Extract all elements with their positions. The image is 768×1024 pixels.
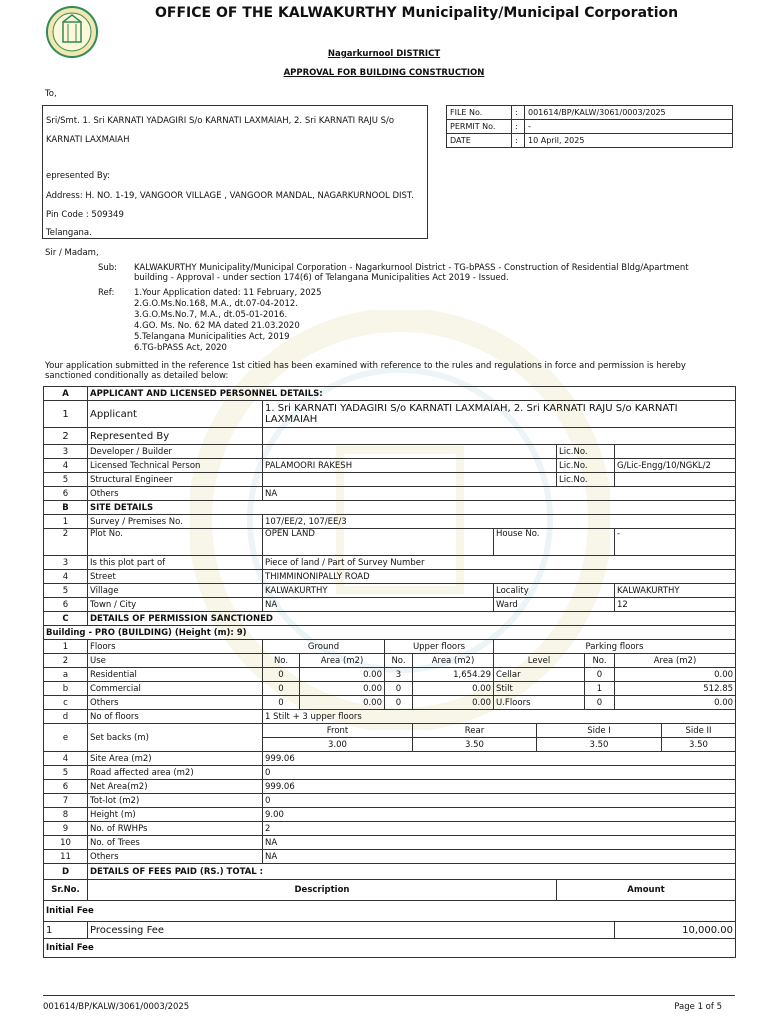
row-label: Village bbox=[88, 584, 263, 598]
locality-label: Locality bbox=[494, 584, 615, 598]
c-others-row bbox=[44, 850, 736, 864]
ref-item: 6.TG-bPASS Act, 2020 bbox=[134, 343, 227, 353]
applicant-value bbox=[263, 401, 736, 428]
row-value: NA bbox=[263, 487, 736, 501]
row-no: 11 bbox=[44, 850, 88, 864]
file-label: FILE No. bbox=[447, 106, 512, 120]
row-no: b bbox=[44, 682, 88, 696]
processing-fee-row bbox=[44, 922, 736, 939]
section-c-header bbox=[44, 612, 736, 626]
row-no: 4 bbox=[44, 570, 88, 584]
document-subtitle: APPROVAL FOR BUILDING CONSTRUCTION bbox=[283, 68, 485, 78]
street-row bbox=[44, 570, 736, 584]
height-row bbox=[44, 808, 736, 822]
col-area-head: Area (m2) bbox=[300, 654, 385, 668]
initial-fee-label: Initial Fee bbox=[44, 939, 736, 958]
row-value: KALWAKURTHY bbox=[263, 584, 494, 598]
village-row bbox=[44, 584, 736, 598]
use-header-row bbox=[44, 654, 736, 668]
ref-item: 3.G.O.Ms.No.7, M.A., dt.05-01-2016. bbox=[134, 310, 288, 320]
lic-label: Lic.No. bbox=[557, 445, 615, 459]
row-label: Set backs (m) bbox=[88, 724, 263, 752]
parking-area: 512.85 bbox=[615, 682, 736, 696]
row-no: a bbox=[44, 668, 88, 682]
row-value: OPEN LAND bbox=[263, 529, 494, 556]
ground-no: 0 bbox=[263, 696, 300, 710]
plot-row bbox=[44, 529, 736, 556]
setbacks-head-row bbox=[44, 724, 736, 738]
row-value: 999.06 bbox=[263, 752, 736, 766]
row-label: Height (m) bbox=[88, 808, 263, 822]
row-no: e bbox=[44, 724, 88, 752]
body-line-1: Your application submitted in the reference 1st citied has been examined with reference to the rules and regulations in force and permission is hereby bbox=[45, 361, 686, 371]
use-row-commercial bbox=[44, 682, 736, 696]
approval-details-table bbox=[43, 386, 736, 958]
section-letter: A bbox=[44, 387, 88, 401]
section-a-header bbox=[44, 387, 736, 401]
section-title: APPLICANT AND LICENSED PERSONNEL DETAILS: bbox=[88, 387, 736, 401]
file-label: PERMIT No. bbox=[447, 120, 512, 134]
section-b-header bbox=[44, 501, 736, 515]
ref-item: 2.G.O.Ms.No.168, M.A., dt.07-04-2012. bbox=[134, 299, 298, 309]
row-label: Use bbox=[88, 654, 263, 668]
use-row-others bbox=[44, 696, 736, 710]
setback-front: 3.00 bbox=[263, 738, 413, 752]
row-label: Commercial bbox=[88, 682, 263, 696]
survey-row bbox=[44, 515, 736, 529]
row-no: 6 bbox=[44, 598, 88, 612]
row-no: 1 bbox=[44, 640, 88, 654]
footer-page-number: Page 1 of 5 bbox=[674, 1002, 722, 1012]
row-label: Structural Engineer bbox=[88, 473, 263, 487]
row-no: 3 bbox=[44, 445, 88, 459]
section-letter: C bbox=[44, 612, 88, 626]
row-label: Developer / Builder bbox=[88, 445, 263, 459]
row-no: 8 bbox=[44, 808, 88, 822]
floors-header-row bbox=[44, 640, 736, 654]
ltp-row bbox=[44, 459, 736, 473]
others-row bbox=[44, 487, 736, 501]
initial-fee-label: Initial Fee bbox=[44, 901, 736, 922]
house-label: House No. bbox=[494, 529, 615, 556]
parking-no: 0 bbox=[585, 696, 615, 710]
ref-item: 1.Your Application dated: 11 February, 2025 bbox=[134, 288, 322, 298]
row-value: 2 bbox=[263, 822, 736, 836]
section-title: SITE DETAILS bbox=[88, 501, 736, 515]
section-letter: D bbox=[44, 864, 88, 880]
upper-no: 0 bbox=[385, 696, 413, 710]
office-title: OFFICE OF THE KALWAKURTHY Municipality/Municipal Corporation bbox=[155, 5, 679, 21]
row-no: c bbox=[44, 696, 88, 710]
sep: : bbox=[512, 134, 525, 148]
row-label: Is this plot part of bbox=[88, 556, 263, 570]
sep: : bbox=[512, 120, 525, 134]
row-label: Site Area (m2) bbox=[88, 752, 263, 766]
initial-fee-row-2 bbox=[44, 939, 736, 958]
address-box bbox=[42, 105, 428, 239]
row-value: NA bbox=[263, 850, 736, 864]
row-label: No. of RWHPs bbox=[88, 822, 263, 836]
parking-area: 0.00 bbox=[615, 696, 736, 710]
row-no: 1 bbox=[44, 515, 88, 529]
col-no-head: No. bbox=[263, 654, 300, 668]
lic-label: Lic.No. bbox=[557, 459, 615, 473]
col-amount-head: Amount bbox=[557, 880, 736, 901]
parking-area: 0.00 bbox=[615, 668, 736, 682]
row-no: 4 bbox=[44, 459, 88, 473]
ref-label: Ref: bbox=[98, 288, 115, 298]
ward-value: 12 bbox=[615, 598, 736, 612]
parking-level: U.Floors bbox=[494, 696, 585, 710]
setback-front-head: Front bbox=[263, 724, 413, 738]
row-label: Street bbox=[88, 570, 263, 584]
row-no: 5 bbox=[44, 584, 88, 598]
ground-area: 0.00 bbox=[300, 696, 385, 710]
lic-value bbox=[615, 445, 736, 459]
row-value: THIMMINONIPALLY ROAD bbox=[263, 570, 736, 584]
rwhp-row bbox=[44, 822, 736, 836]
setback-side1: 3.50 bbox=[537, 738, 662, 752]
building-row bbox=[44, 626, 736, 640]
lic-value: G/Lic-Engg/10/NGKL/2 bbox=[615, 459, 736, 473]
row-value: 0 bbox=[263, 766, 736, 780]
to-label: To, bbox=[45, 89, 57, 99]
row-label: No. of Trees bbox=[88, 836, 263, 850]
represented-by: epresented By: bbox=[46, 171, 110, 181]
row-no: 2 bbox=[44, 654, 88, 668]
lic-label: Lic.No. bbox=[557, 473, 615, 487]
pin-code: Pin Code : 509349 bbox=[46, 210, 124, 220]
ref-item: 5.Telangana Municipalities Act, 2019 bbox=[134, 332, 290, 342]
use-row-residential bbox=[44, 668, 736, 682]
salutation: Sir / Madam, bbox=[45, 248, 99, 258]
district-name: Nagarkurnool DISTRICT bbox=[327, 49, 441, 59]
site-area-row bbox=[44, 752, 736, 766]
fee-no: 1 bbox=[44, 922, 88, 939]
upper-area: 0.00 bbox=[413, 696, 494, 710]
file-info-row bbox=[447, 120, 733, 134]
file-label: DATE bbox=[447, 134, 512, 148]
parking-level: Cellar bbox=[494, 668, 585, 682]
row-label: Others bbox=[88, 487, 263, 501]
ward-label: Ward bbox=[494, 598, 615, 612]
row-no: 10 bbox=[44, 836, 88, 850]
applicant-row bbox=[44, 401, 736, 428]
col-sr-head: Sr.No. bbox=[44, 880, 88, 901]
file-value: 001614/BP/KALW/3061/0003/2025 bbox=[525, 106, 733, 120]
upper-no: 0 bbox=[385, 682, 413, 696]
ground-area: 0.00 bbox=[300, 682, 385, 696]
upper-area: 0.00 bbox=[413, 682, 494, 696]
file-value: 10 April, 2025 bbox=[525, 134, 733, 148]
footer-divider bbox=[43, 995, 735, 996]
row-value: NA bbox=[263, 598, 494, 612]
row-no: 2 bbox=[44, 428, 88, 445]
upper-area: 1,654.29 bbox=[413, 668, 494, 682]
row-no: 5 bbox=[44, 473, 88, 487]
section-d-header bbox=[44, 864, 736, 880]
row-no: 4 bbox=[44, 752, 88, 766]
file-info-table bbox=[446, 105, 733, 148]
represented-row bbox=[44, 428, 736, 445]
row-no: 2 bbox=[44, 529, 88, 556]
tot-lot-row bbox=[44, 794, 736, 808]
row-value bbox=[263, 428, 736, 445]
col-no-head: No. bbox=[585, 654, 615, 668]
addressee-line-1: Sri/Smt. 1. Sri KARNATI YADAGIRI S/o KARNATI LAXMAIAH, 2. Sri KARNATI RAJU S/o bbox=[46, 116, 395, 126]
row-label: Road affected area (m2) bbox=[88, 766, 263, 780]
row-no: 3 bbox=[44, 556, 88, 570]
parking-level: Stilt bbox=[494, 682, 585, 696]
section-title: DETAILS OF PERMISSION SANCTIONED bbox=[88, 612, 736, 626]
col-area-head: Area (m2) bbox=[615, 654, 736, 668]
address-line: Address: H. NO. 1-19, VANGOOR VILLAGE , VANGOOR MANDAL, NAGARKURNOOL DIST. bbox=[46, 191, 414, 201]
subject-line-2: building - Approval - under section 174(6) of Telangana Municipalities Act 2019 - Issued. bbox=[134, 273, 509, 283]
row-value bbox=[263, 473, 557, 487]
row-no: 6 bbox=[44, 780, 88, 794]
no-of-floors-row bbox=[44, 710, 736, 724]
row-label: No of floors bbox=[88, 710, 263, 724]
row-no: 1 bbox=[44, 401, 88, 428]
applicant-line-2: LAXMAIAH bbox=[265, 414, 318, 425]
col-level-head: Level bbox=[494, 654, 585, 668]
setback-rear-head: Rear bbox=[413, 724, 537, 738]
file-value: - bbox=[525, 120, 733, 134]
col-desc-head: Description bbox=[88, 880, 557, 901]
parking-head: Parking floors bbox=[494, 640, 736, 654]
row-value: 9.00 bbox=[263, 808, 736, 822]
col-no-head: No. bbox=[385, 654, 413, 668]
subject-line-1: KALWAKURTHY Municipality/Municipal Corporation - Nagarkurnool District - TG-bPASS - Construction of Residential Bldg/Apartment bbox=[134, 263, 689, 273]
setback-side1-head: Side I bbox=[537, 724, 662, 738]
net-area-row bbox=[44, 780, 736, 794]
row-value: 1 Stilt + 3 upper floors bbox=[263, 710, 736, 724]
file-info-row bbox=[447, 134, 733, 148]
developer-row bbox=[44, 445, 736, 459]
footer-file-no: 001614/BP/KALW/3061/0003/2025 bbox=[43, 1002, 190, 1012]
locality-value: KALWAKURTHY bbox=[615, 584, 736, 598]
plot-part-row bbox=[44, 556, 736, 570]
row-label: Licensed Technical Person bbox=[88, 459, 263, 473]
addressee-line-2: KARNATI LAXMAIAH bbox=[46, 135, 130, 145]
row-no: 9 bbox=[44, 822, 88, 836]
row-label: Applicant bbox=[88, 401, 263, 428]
row-label: Represented By bbox=[88, 428, 263, 445]
house-value: - bbox=[615, 529, 736, 556]
ground-no: 0 bbox=[263, 668, 300, 682]
trees-row bbox=[44, 836, 736, 850]
body-line-2: sanctioned conditionally as detailed below: bbox=[45, 371, 229, 381]
row-label: Others bbox=[88, 696, 263, 710]
ground-no: 0 bbox=[263, 682, 300, 696]
state: Telangana. bbox=[46, 228, 92, 238]
upper-no: 3 bbox=[385, 668, 413, 682]
row-no: 7 bbox=[44, 794, 88, 808]
structural-row bbox=[44, 473, 736, 487]
row-value: NA bbox=[263, 836, 736, 850]
parking-no: 0 bbox=[585, 668, 615, 682]
section-title: DETAILS OF FEES PAID (RS.) TOTAL : bbox=[88, 864, 736, 880]
row-label: Plot No. bbox=[88, 529, 263, 556]
fees-header-row bbox=[44, 880, 736, 901]
row-value: 0 bbox=[263, 794, 736, 808]
row-value: Piece of land / Part of Survey Number bbox=[263, 556, 736, 570]
row-no: 5 bbox=[44, 766, 88, 780]
subject-label: Sub: bbox=[98, 263, 118, 273]
town-row bbox=[44, 598, 736, 612]
row-no: 6 bbox=[44, 487, 88, 501]
section-letter: B bbox=[44, 501, 88, 515]
sep: : bbox=[512, 106, 525, 120]
row-label: Tot-lot (m2) bbox=[88, 794, 263, 808]
row-value: 999.06 bbox=[263, 780, 736, 794]
road-affected-row bbox=[44, 766, 736, 780]
col-area-head: Area (m2) bbox=[413, 654, 494, 668]
row-value bbox=[263, 445, 557, 459]
ground-head: Ground bbox=[263, 640, 385, 654]
row-value: PALAMOORI RAKESH bbox=[263, 459, 557, 473]
setback-rear: 3.50 bbox=[413, 738, 537, 752]
file-info-row bbox=[447, 106, 733, 120]
row-label: Others bbox=[88, 850, 263, 864]
building-info: Building - PRO (BUILDING) (Height (m): 9) bbox=[44, 626, 736, 640]
row-no: d bbox=[44, 710, 88, 724]
row-label: Floors bbox=[88, 640, 263, 654]
row-value: 107/EE/2, 107/EE/3 bbox=[263, 515, 736, 529]
row-label: Survey / Premises No. bbox=[88, 515, 263, 529]
row-label: Town / City bbox=[88, 598, 263, 612]
upper-head: Upper floors bbox=[385, 640, 494, 654]
ref-item: 4.GO. Ms. No. 62 MA dated 21.03.2020 bbox=[134, 321, 300, 331]
initial-fee-row bbox=[44, 901, 736, 922]
row-label: Net Area(m2) bbox=[88, 780, 263, 794]
fee-desc: Processing Fee bbox=[88, 922, 615, 939]
setback-side2: 3.50 bbox=[662, 738, 736, 752]
fee-amount: 10,000.00 bbox=[615, 922, 736, 939]
setback-side2-head: Side II bbox=[662, 724, 736, 738]
lic-value bbox=[615, 473, 736, 487]
row-label: Residential bbox=[88, 668, 263, 682]
parking-no: 1 bbox=[585, 682, 615, 696]
ground-area: 0.00 bbox=[300, 668, 385, 682]
applicant-line-1: 1. Sri KARNATI YADAGIRI S/o KARNATI LAXMAIAH, 2. Sri KARNATI RAJU S/o KARNATI bbox=[265, 403, 678, 414]
